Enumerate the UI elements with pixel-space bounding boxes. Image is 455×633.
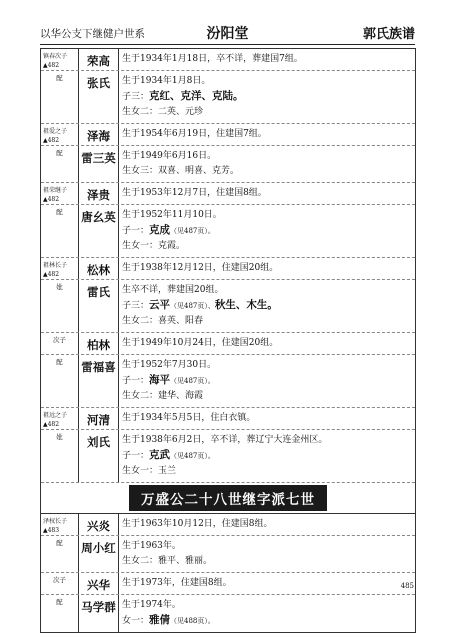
relation-cell (41, 573, 79, 594)
relation-label: 祖远之子 (43, 412, 68, 419)
descendant-names: 克红、克洋、克陆。 (149, 90, 244, 102)
relation-label: 配 (56, 539, 63, 547)
detail-text: 生女一：克霞。 (122, 241, 186, 251)
relation-label: 妣 (56, 433, 63, 441)
person-row (41, 280, 415, 333)
person-row (41, 408, 415, 430)
detail-text: 生于1934年1月8日。 (122, 76, 211, 86)
descendant-names: 云平 (149, 299, 171, 311)
detail-line (122, 448, 415, 464)
relation-label: 祖荣继子 (43, 187, 68, 194)
detail-text: 子三： (122, 301, 150, 311)
page-reference-note: （见487页）。 (170, 452, 215, 460)
detail-text: 生女二：雅平、雅丽。 (122, 556, 213, 566)
detail-text: 生于1963年10月12日，住建国8组。 (122, 519, 273, 529)
person-details (119, 146, 415, 182)
relation-cell (41, 183, 79, 204)
page-reference-note: （见488页）。 (170, 617, 215, 625)
detail-text: 生于1973年，住建国8组。 (122, 578, 232, 588)
relation-cell (41, 355, 79, 407)
person-details (119, 408, 415, 429)
person-name: 张氏 (79, 71, 119, 123)
person-name: 泽海 (79, 124, 119, 145)
person-details (119, 183, 415, 204)
page-reference: ▲482 (43, 196, 60, 203)
relation-cell (41, 514, 79, 535)
detail-text: 生于1952年11月10日。 (122, 210, 222, 220)
person-details (119, 124, 415, 145)
person-details (119, 333, 415, 354)
detail-line (122, 598, 415, 613)
person-name: 柏林 (79, 333, 119, 354)
detail-text: 生卒不详，葬建国20组。 (122, 285, 224, 295)
detail-text: 生女二：建华、海霞 (122, 391, 204, 401)
detail-line (122, 411, 415, 426)
detail-line (122, 539, 415, 554)
relation-cell (41, 595, 79, 632)
header-lineage-title: 以华公支下继健户世系 (40, 28, 145, 40)
detail-line (122, 314, 415, 329)
generation-title: 万盛公二十八世继字派七世 (129, 485, 327, 511)
page-reference: ▲482 (43, 62, 60, 69)
header-hall-name: 汾阳堂 (206, 26, 249, 42)
detail-text: 生女三：双喜、明喜、克芳。 (122, 166, 240, 176)
relation-cell (41, 49, 79, 70)
page-reference-note: （见487页）。 (170, 377, 215, 385)
person-details (119, 258, 415, 279)
page-reference-note: （见487页）、 (170, 302, 215, 310)
relation-cell (41, 408, 79, 429)
person-name: 兴华 (79, 573, 119, 594)
person-name: 雷福喜 (79, 355, 119, 407)
relation-label: 祖爱之子 (43, 128, 68, 135)
page-reference: ▲483 (43, 527, 60, 534)
page-reference: ▲482 (43, 421, 60, 428)
person-row (41, 595, 415, 632)
relation-label: 泽权长子 (43, 518, 68, 525)
relation-label: 次子 (53, 576, 66, 584)
person-name: 雷氏 (79, 280, 119, 332)
detail-line (122, 105, 415, 120)
person-row (41, 183, 415, 205)
person-name: 周小红 (79, 536, 119, 572)
person-details (119, 49, 415, 70)
relation-cell (41, 258, 79, 279)
descendant-names: 克成 (149, 224, 171, 236)
person-row (41, 536, 415, 573)
header-book-title: 郭氏族谱 (362, 27, 415, 42)
relation-cell (41, 205, 79, 257)
generation-banner (41, 483, 415, 514)
detail-line (122, 389, 415, 404)
descendant-names: 海平 (149, 374, 171, 386)
person-details (119, 573, 415, 594)
person-details (119, 205, 415, 257)
person-name: 马学群 (79, 595, 119, 632)
detail-text: 生女二：喜英、阳春 (122, 316, 204, 326)
person-details (119, 595, 415, 632)
descendant-names: 克武 (149, 449, 171, 461)
detail-line (122, 223, 415, 239)
person-details (119, 355, 415, 407)
relation-cell (41, 333, 79, 354)
detail-line (122, 576, 415, 591)
person-name: 兴炎 (79, 514, 119, 535)
person-row (41, 430, 415, 483)
person-row (41, 573, 415, 595)
detail-text: 生于1974年。 (122, 600, 181, 610)
person-name: 雷三英 (79, 146, 119, 182)
person-details (119, 514, 415, 535)
detail-text: 生于1934年5月5日，住白衣镇。 (122, 413, 256, 423)
person-row (41, 124, 415, 146)
person-row (41, 146, 415, 183)
person-name: 松林 (79, 258, 119, 279)
detail-line (122, 208, 415, 223)
relation-label: 配 (56, 149, 63, 157)
relation-label: 配 (56, 358, 63, 366)
person-row (41, 258, 415, 280)
detail-text: 生女一：玉兰 (122, 466, 177, 476)
detail-text: 子一： (122, 451, 150, 461)
detail-text: 生于1953年12月7日，住建国8组。 (122, 188, 267, 198)
descendant-names: 雅倩 (149, 614, 171, 626)
detail-line (122, 283, 415, 298)
person-row (41, 71, 415, 124)
person-name: 刘氏 (79, 430, 119, 482)
person-name: 唐幺英 (79, 205, 119, 257)
relation-label: 镇春次子 (43, 53, 68, 60)
detail-line (122, 554, 415, 569)
relation-cell (41, 536, 79, 572)
detail-text: 生于1963年。 (122, 541, 181, 551)
relation-cell (41, 430, 79, 482)
relation-label: 配 (56, 74, 63, 82)
relation-label: 祖林长子 (43, 262, 68, 269)
detail-text: 生于1934年1月18日，卒不详，葬建国7组。 (122, 54, 303, 64)
person-row (41, 333, 415, 355)
detail-text: 女一： (122, 616, 150, 626)
detail-line (122, 164, 415, 179)
page-number: 485 (400, 582, 414, 590)
relation-label: 妣 (56, 283, 63, 291)
relation-cell (41, 124, 79, 145)
relation-cell (41, 280, 79, 332)
page-reference-note: （见487页）。 (170, 227, 215, 235)
descendant-names: 秋生、木生。 (214, 299, 278, 311)
detail-line (122, 433, 415, 448)
person-name: 荣高 (79, 49, 119, 70)
detail-text: 子三： (122, 92, 150, 102)
detail-line (122, 149, 415, 164)
detail-text: 生于1949年10月24日，住建国20组。 (122, 338, 279, 348)
detail-line (122, 89, 415, 105)
detail-text: 生于1949年6月16日。 (122, 151, 217, 161)
person-row (41, 49, 415, 71)
person-name: 泽贵 (79, 183, 119, 204)
detail-line (122, 336, 415, 351)
detail-text: 生于1938年6月2日，卒不详，葬辽宁大连金州区。 (122, 435, 328, 445)
detail-line (122, 464, 415, 479)
detail-line (122, 373, 415, 389)
person-row (41, 355, 415, 408)
detail-text: 生于1938年12月12日，住建国20组。 (122, 263, 279, 273)
page-reference: ▲482 (43, 137, 60, 144)
detail-line (122, 127, 415, 142)
person-details (119, 280, 415, 332)
detail-text: 生女二：二英、元珍 (122, 107, 204, 117)
detail-line (122, 74, 415, 89)
genealogy-table (40, 48, 416, 633)
detail-text: 子一： (122, 226, 150, 236)
detail-text: 生于1952年7月30日。 (122, 360, 217, 370)
relation-cell (41, 71, 79, 123)
detail-line (122, 298, 415, 314)
detail-line (122, 261, 415, 276)
person-details (119, 430, 415, 482)
person-details (119, 536, 415, 572)
relation-label: 配 (56, 598, 63, 606)
detail-line (122, 239, 415, 254)
relation-cell (41, 146, 79, 182)
relation-label: 次子 (53, 336, 66, 344)
detail-line (122, 613, 415, 629)
person-row (41, 514, 415, 536)
detail-line (122, 52, 415, 67)
detail-line (122, 517, 415, 532)
detail-line (122, 358, 415, 373)
detail-text: 子一： (122, 376, 150, 386)
person-name: 河清 (79, 408, 119, 429)
detail-line (122, 186, 415, 201)
person-row (41, 205, 415, 258)
person-details (119, 71, 415, 123)
relation-label: 配 (56, 208, 63, 216)
detail-text: 生于1954年6月19日，住建国7组。 (122, 129, 267, 139)
page-reference: ▲482 (43, 271, 60, 278)
page-header (40, 22, 415, 45)
